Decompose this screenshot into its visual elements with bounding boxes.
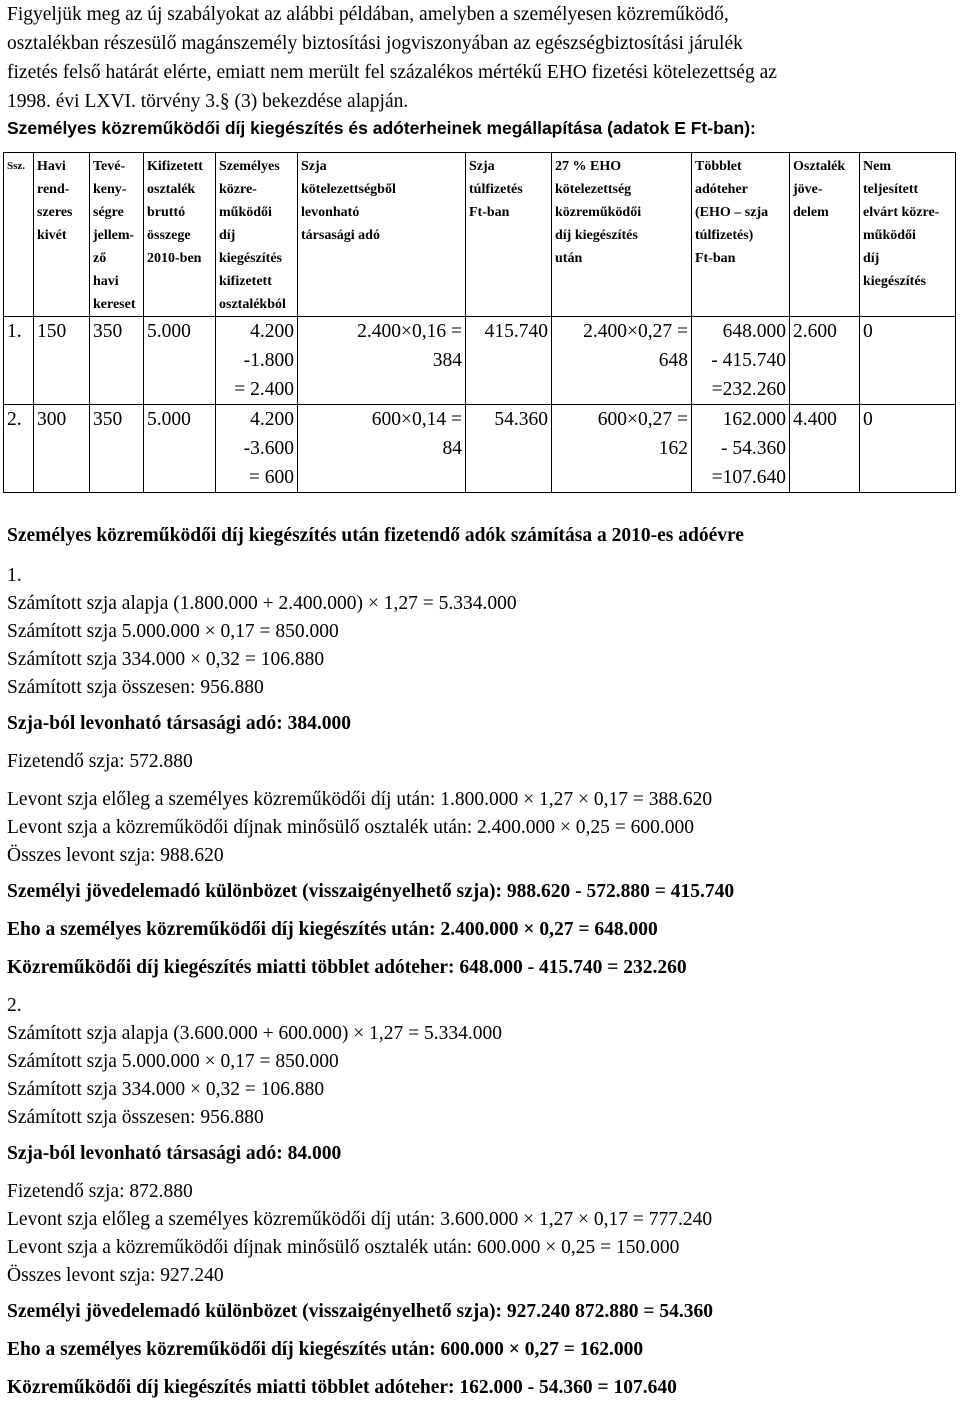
table-cell [466,317,552,405]
column-header-line: kötelezettség [555,182,632,197]
table-cell [34,317,90,405]
column-header-line: működői [863,228,916,243]
column-header-line: túlfizetés [469,182,523,197]
table-cell [298,317,466,405]
table-cell-line: 2.400×0,16 = [357,321,462,342]
table-cell-line: 4.400 [793,409,837,430]
column-header-line: Ssz. [7,160,26,172]
table-cell-line: = 600 [248,467,294,488]
table-cell-line: = 2.400 [234,379,294,400]
table-cell [4,405,34,493]
table-cell-line: 0 [863,321,873,342]
table-cell-line: 4.200 [250,409,294,430]
table-cell-line: 150 [37,321,67,342]
column-header-line: rend- [37,182,70,197]
table-cell [552,405,692,493]
intro-line: fizetés felső határát elérte, emiatt nem merült fel százalékos mértékű EHO fizetési kötelezettség az [7,62,777,83]
table-cell-line: 350 [93,321,123,342]
table-cell-line: 600×0,27 = [597,409,688,430]
table-cell-line: 2.600 [793,321,837,342]
calc-line: Számított szja 5.000.000 × 0,17 = 850.000 [7,1051,339,1072]
intro-paragraph [7,0,957,116]
calc-line: Levont szja előleg a személyes közreműködői díj után: 3.600.000 × 1,27 × 0,17 = 777.240 [7,1209,713,1230]
column-header-line: (EHO – szja [695,205,769,220]
calc-line: Számított szja alapja (3.600.000 + 600.000) × 1,27 = 5.334.000 [7,1023,502,1044]
calc-line: Levont szja a közreműködői díjnak minősülő osztalék után: 2.400.000 × 0,25 = 600.000 [7,817,695,838]
column-header [466,153,552,317]
column-header-line: delem [793,205,829,220]
calc-line: Szja-ból levonható társasági adó: 84.000 [7,1143,342,1164]
calc-line: Fizetendő szja: 572.880 [7,751,193,772]
column-header-line: teljesített [863,182,919,197]
table-cell-line: 2.400×0,27 = [583,321,688,342]
calc-line: Személyi jövedelemadó különbözet (visszaigényelhető szja): 988.620 - 572.880 = 415.740 [7,881,735,902]
table-cell-line: 648 [658,350,688,371]
table-cell [298,405,466,493]
table-cell [692,405,790,493]
column-header-line: levonható [301,205,360,220]
calc-line: 1. [7,565,22,586]
table-cell-line: 4.200 [250,321,294,342]
table-cell [144,317,216,405]
column-header-line: ségre [93,205,124,220]
column-header-line: működői [219,205,272,220]
column-header-line: kivét [37,228,67,243]
column-header-line: kifizetett [219,274,272,289]
calc-line: Közreműködői díj kiegészítés miatti többlet adóteher: 648.000 - 415.740 = 232.260 [7,957,687,978]
calc-line: Számított szja alapja (1.800.000 + 2.400.000) × 1,27 = 5.334.000 [7,593,517,614]
calc-line: Számított szja összesen: 956.880 [7,677,264,698]
column-header-line: Ft-ban [695,251,736,266]
table-cell-line: 5.000 [147,321,191,342]
column-header-line: kereset [93,297,136,312]
column-header-line: kiegészítés [219,251,282,266]
table-cell [4,317,34,405]
column-header-line: közreműködői [555,205,642,220]
column-header-line: szeres [37,205,73,220]
column-header-line: 2010-ben [147,251,202,266]
calc-line: Számított szja összesen: 956.880 [7,1107,264,1128]
calc-heading: Személyes közreműködői díj kiegészítés után fizetendő adók számítása a 2010-es adóévre [7,525,744,546]
calc-line: Számított szja 334.000 × 0,32 = 106.880 [7,1079,325,1100]
column-header-line: bruttó [147,205,186,220]
calc-line: Szja-ból levonható társasági adó: 384.000 [7,713,351,734]
table-cell-line: 0 [863,409,873,430]
calc-line: Összes levont szja: 927.240 [7,1265,224,1286]
column-header-line: Ft-ban [469,205,510,220]
table-cell [34,405,90,493]
column-header-line: díj kiegészítés [555,228,638,243]
table-cell-line: 84 [442,438,462,459]
column-header [144,153,216,317]
table-cell [692,317,790,405]
column-header [790,153,860,317]
calc-line: Számított szja 5.000.000 × 0,17 = 850.000 [7,621,339,642]
column-header-line: Tevé- [93,159,126,174]
intro-line: osztalékban részesülő magánszemély biztosítási jogviszonyában az egészségbiztosítási járulék [7,33,743,54]
table-cell [90,317,144,405]
table-cell-line: 350 [93,409,123,430]
table-cell-line: 5.000 [147,409,191,430]
table-cell [790,405,860,493]
table-cell-line: -3.600 [243,438,294,459]
table-cell [466,405,552,493]
column-header-line: jöve- [793,182,823,197]
table-cell-line: 1. [7,321,22,342]
column-header-line: Szja [469,159,495,174]
calc-line: Számított szja 334.000 × 0,32 = 106.880 [7,649,325,670]
column-header-line: osztalék [147,182,196,197]
intro-line: 1998. évi LXVI. törvény 3.§ (3) bekezdése alapján. [7,91,409,112]
column-header [860,153,956,317]
column-header-line: díj [219,228,236,243]
column-header-line: után [555,251,583,266]
column-header-line: Szja [301,159,327,174]
column-header-line: 27 % EHO [555,159,622,174]
column-header-line: Kifizetett [147,159,203,174]
column-header-line: ző [93,251,107,266]
column-header [298,153,466,317]
column-header [216,153,298,317]
column-header [4,153,34,317]
column-header-line: jellem- [93,228,135,243]
calc-line: Személyi jövedelemadó különbözet (visszaigényelhető szja): 927.240 872.880 = 54.360 [7,1301,713,1322]
table-title: Személyes közreműködői díj kiegészítés és adóterheinek megállapítása (adatok E Ft-ban): [7,118,756,138]
column-header-line: túlfizetés) [695,228,754,243]
table-cell-line: 384 [432,350,462,371]
table-cell-line: 300 [37,409,67,430]
calc-line: Levont szja a közreműködői díjnak minősülő osztalék után: 600.000 × 0,25 = 150.000 [7,1237,680,1258]
column-header-line: adóteher [695,182,748,197]
table-cell-line: 2. [7,409,22,430]
column-header-line: közre- [219,182,257,197]
table-cell-line: =232.260 [711,379,786,400]
table-cell-line: 600×0,14 = [371,409,462,430]
calc-line: Közreműködői díj kiegészítés miatti többlet adóteher: 162.000 - 54.360 = 107.640 [7,1377,677,1398]
calc-line: Fizetendő szja: 872.880 [7,1181,193,1202]
column-header-line: Havi [37,159,66,174]
table-cell-line: 162.000 [722,409,786,430]
calc-line: Összes levont szja: 988.620 [7,845,224,866]
table-cell [790,317,860,405]
calc-line: Levont szja előleg a személyes közreműködői díj után: 1.800.000 × 1,27 × 0,17 = 388.620 [7,789,713,810]
intro-line: Figyeljük meg az új szabályokat az alábbi példában, amelyben a személyesen közreműködő, [7,4,729,25]
table-cell [552,317,692,405]
column-header-line: elvárt közre- [863,205,940,220]
column-header-line: társasági adó [301,228,380,243]
table-row [4,317,956,405]
column-header-line: Többlet [695,159,742,174]
column-header-line: kötelezettségből [301,182,396,197]
table-cell [90,405,144,493]
table-cell-line: 162 [658,438,688,459]
column-header-line: Osztalék [793,159,846,174]
tax-table [3,152,956,493]
column-header-line: Személyes [219,159,280,174]
calc-line: 2. [7,995,22,1016]
column-header [90,153,144,317]
table-cell [216,317,298,405]
table-cell-line: - 415.740 [711,350,786,371]
table-row [4,405,956,493]
table-cell [216,405,298,493]
table-cell-line: 648.000 [722,321,786,342]
table-cell-line: 54.360 [494,409,548,430]
column-header [552,153,692,317]
column-header-line: kiegészítés [863,274,926,289]
column-header-line: osztalékból [219,297,286,312]
table-cell-line: -1.800 [243,350,294,371]
table-header-row [4,153,956,317]
calc-line: Eho a személyes közreműködői díj kiegészítés után: 600.000 × 0,27 = 162.000 [7,1339,644,1360]
column-header-line: díj [863,251,880,266]
table-cell-line: - 54.360 [721,438,786,459]
column-header-line: keny- [93,182,127,197]
column-header-line: összege [147,228,191,243]
table-cell [144,405,216,493]
table-cell [860,317,956,405]
table-cell-line: =107.640 [711,467,786,488]
table-cell-line: 415.740 [484,321,548,342]
column-header-line: havi [93,274,119,289]
column-header-line: Nem [863,159,891,174]
calc-line: Eho a személyes közreműködői díj kiegészítés után: 2.400.000 × 0,27 = 648.000 [7,919,658,940]
column-header [692,153,790,317]
table-cell [860,405,956,493]
column-header [34,153,90,317]
